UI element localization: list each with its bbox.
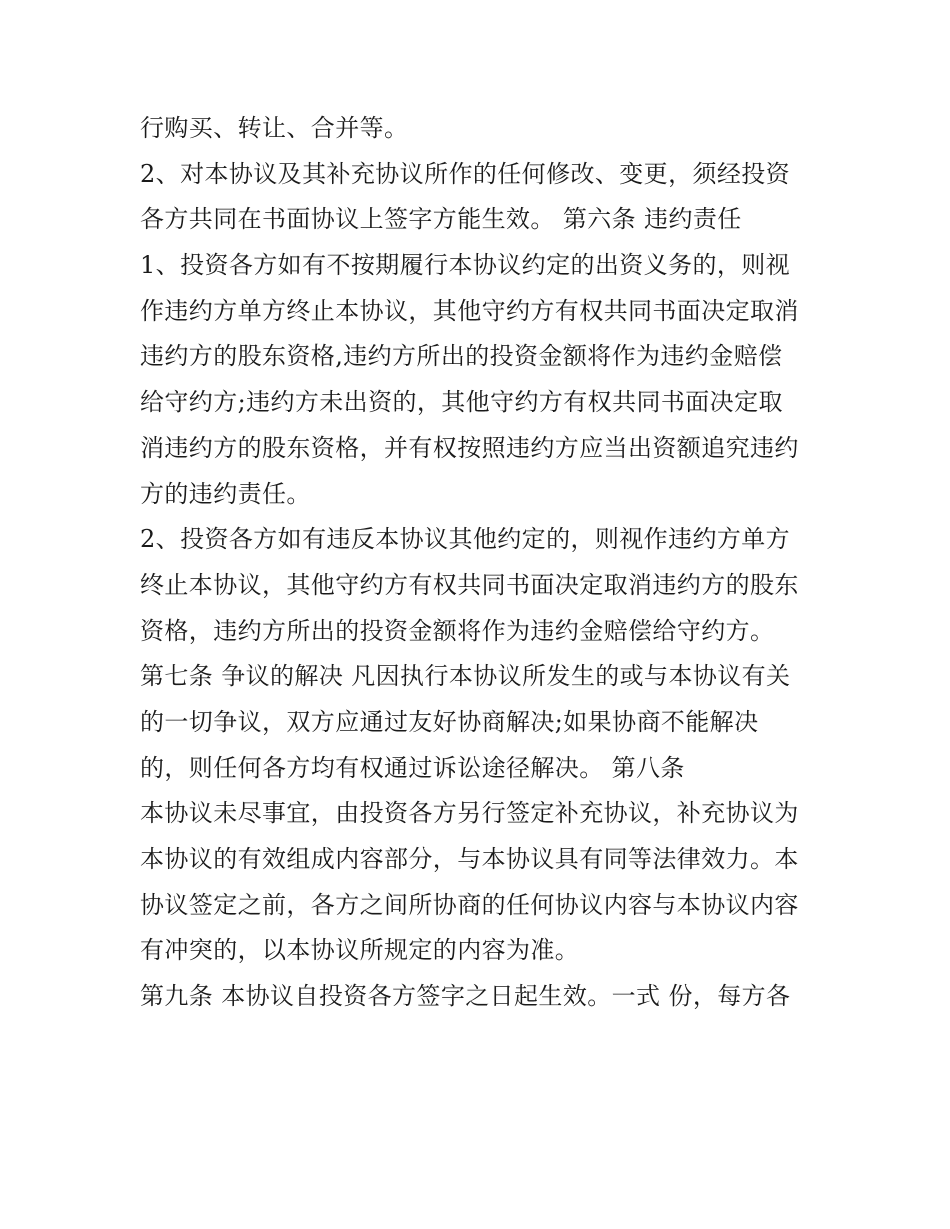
text-line: 行购买、转让、合并等。 (140, 114, 409, 142)
text-line: 的，则任何各方均有权通过诉讼途径解决。 第八条 (140, 753, 685, 782)
text-line: 的一切争议，双方应通过友好协商解决;如果协商不能解决 (140, 707, 759, 736)
text-line: 协议签定之前，各方之间所协商的任何协议内容与本协议内容 (140, 890, 799, 919)
text-line: 有冲突的，以本协议所规定的内容为准。 (140, 936, 580, 965)
text-line: 2、投资各方如有违反本协议其他约定的，则视作违约方单方 (140, 525, 791, 554)
text-line: 违约方的股东资格,违约方所出的投资金额将作为违约金赔偿 (140, 342, 783, 371)
text-line: 第九条 本协议自投资各方签字之日起生效。一式 份，每方各 (140, 982, 791, 1011)
text-line: 终止本协议，其他守约方有权共同书面决定取消违约方的股东 (140, 570, 799, 599)
text-line: 资格，违约方所出的投资金额将作为违约金赔偿给守约方。 (140, 616, 775, 645)
text-line: 各方共同在书面协议上签字方能生效。 第六条 违约责任 (140, 205, 742, 234)
text-line: 1、投资各方如有不按期履行本协议约定的出资义务的，则视 (140, 251, 791, 280)
text-line: 2、对本协议及其补充协议所作的任何修改、变更，须经投资 (140, 159, 791, 188)
text-line: 本协议的有效组成内容部分，与本协议具有同等法律效力。本 (140, 845, 799, 873)
text-line: 方的违约责任。 (140, 479, 311, 508)
text-line: 本协议未尽事宜，由投资各方另行签定补充协议，补充协议为 (140, 799, 799, 828)
text-line: 给守约方;违约方未出资的，其他守约方有权共同书面决定取 (140, 388, 783, 417)
text-line: 作违约方单方终止本协议，其他守约方有权共同书面决定取消 (140, 296, 799, 325)
text-line: 第七条 争议的解决 凡因执行本协议所发生的或与本协议有关 (140, 662, 791, 691)
document-body (140, 106, 820, 1020)
text-line: 消违约方的股东资格，并有权按照违约方应当出资额追究违约 (140, 433, 799, 462)
